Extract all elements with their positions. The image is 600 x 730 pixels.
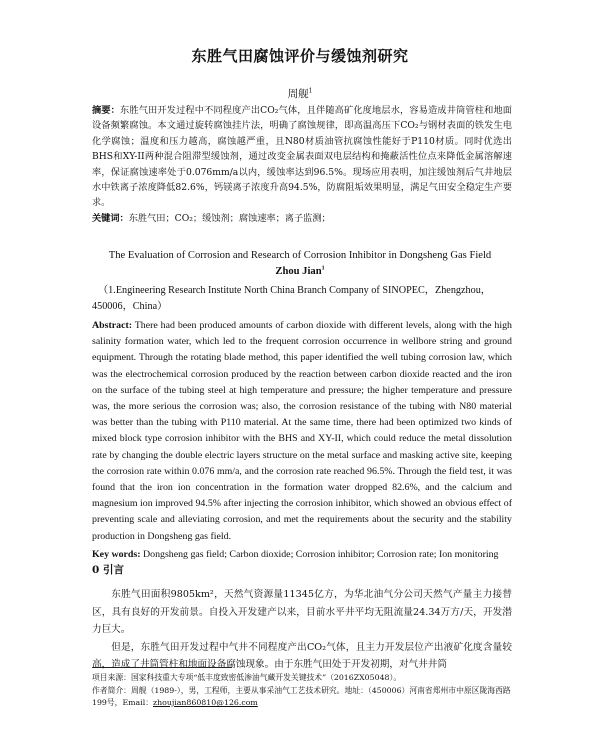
footnote-author-label: 作者简介： <box>92 685 131 695</box>
affiliation-en: （1.Engineering Research Institute North China Branch Company of SINOPEC，Zhengzhou，450006，China） <box>92 285 491 312</box>
footnote-author <box>92 685 517 710</box>
abstract-cn-label: 摘要： <box>92 105 121 116</box>
keywords-en-text: Dongsheng gas field; Carbon dioxide; Corrosion inhibitor; Corrosion rate; Ion monitoring <box>143 548 499 560</box>
body-text <box>92 586 512 674</box>
footnote-project-text: 国家科技重大专项“低丰度致密低渗油气藏开发关键技术”（2016ZX05048）。 <box>130 673 402 682</box>
section-heading-intro: 0 引言 <box>92 564 124 576</box>
author-en <box>0 266 600 277</box>
footnote-author-text: 周舰（1989-），男，工程师，主要从事采油气工艺技术研究。地址：（450006）河南省郑州市中原区陇海西路199号，Email： <box>92 685 511 707</box>
footnote <box>92 672 517 710</box>
author-en-sup: 1 <box>321 265 325 272</box>
body-paragraph-2: 但是，东胜气田开发过程中气井不同程度产出CO₂气体，且主力开发层位产出液矿化度含量较高，造成了井筒管柱和地面设备腐蚀现象。由于东胜气田处于开发初期，对气井井筒 <box>92 641 512 671</box>
abstract-en <box>92 318 512 563</box>
abstract-cn-paragraph <box>92 103 512 211</box>
author-cn-name: 周舰 <box>287 88 309 100</box>
footnote-email-link[interactable]: zhoujian860810@126.com <box>153 698 258 707</box>
abstract-en-paragraph <box>92 318 512 545</box>
paper-title-cn: 东胜气田腐蚀评价与缓蚀剂研究 <box>191 47 409 65</box>
keywords-cn-label: 关键词： <box>92 212 129 224</box>
body-paragraph-1: 东胜气田面积9805km²，天然气资源量11345亿方，为华北油气分公司天然气产量主力接替区，具有良好的开发前景。自投入开发建产以来，目前水平井平均无阻流量24.34万方/天，开发潜力巨大。 <box>92 589 512 636</box>
footnote-project-label: 项目来源： <box>92 673 131 682</box>
keywords-cn-paragraph <box>92 211 512 226</box>
abstract-en-label: Abstract: <box>92 320 133 331</box>
paper-title-en: The Evaluation of Corrosion and Research of Corrosion Inhibitor in Dongsheng Gas Field <box>108 250 492 261</box>
footnote-divider <box>92 667 232 668</box>
keywords-en-label: Key words: <box>92 548 141 560</box>
footnote-project <box>92 672 517 685</box>
author-cn <box>0 86 600 101</box>
author-cn-sup: 1 <box>308 87 313 95</box>
abstract-cn <box>92 103 512 226</box>
keywords-en-paragraph <box>92 547 512 563</box>
abstract-cn-text: 东胜气田开发过程中不同程度产出CO₂气体，且伴随高矿化度地层水，容易造成井筒管柱和地面设备频繁腐蚀。本文通过旋转腐蚀挂片法，明确了腐蚀规律，即高温高压下CO₂与钢材表面的铁发生电化学腐蚀；温度和压力越高，腐蚀越严重，且N80材质油管抗腐蚀性能好于P110材质。同时优选出BHS和XY-II两种混合阻滞型缓蚀剂，通过改变金属表面双电层结构和掩蔽活性位点来降低金属溶解速率，保证腐蚀速率处于0.076mm/a以内，缓蚀率达到96.5%。现场应用表明，加注缓蚀剂后气井地层水中铁离子浓度降低82.6%，钙镁离子浓度升高94.5%，防腐阻垢效果明显，满足气田安全稳定生产要求。 <box>92 105 512 209</box>
abstract-en-text: There had been produced amounts of carbon dioxide with different levels, along with the high salinity formation water, which led to the frequent corrosion occurrence in wellbore string and ground equipment. Through the rotating blade method, this paper identified the well tubing corrosion law, which was the electrochemical corrosion produced by the reaction between carbon dioxide reacted and the iron on the surface of the tubing steel at high temperature and pressure; the higher temperature and pressure was, the more serious the corrosion was; also, the corrosion resistance of the tubing with N80 material was better than the tubing with P110 material. At the same time, there had been optimized two kinds of mixed block type corrosion inhibitor with the BHS and XY-II, which could reduce the metal dissolution rate by changing the double electric layers structure on the metal surface and masking active site, keeping the corrosion rate within 0.076 mm/a, and the corrosion rate reached 96.5%. Through the field test, it was found that the iron ion concentration in the formation water dropped 82.6%, and the calcium and magnesium ion improved 94.5% after injecting the corrosion inhibitor, which showed an obvious effect of preventing scale and alleviating corrosion, and met the requirements about the security and the stability production in Dongsheng gas field. <box>92 320 512 542</box>
author-en-name: Zhou Jian <box>275 266 322 277</box>
keywords-cn-text: 东胜气田；CO₂；缓蚀剂；腐蚀速率；离子监测； <box>128 212 331 224</box>
